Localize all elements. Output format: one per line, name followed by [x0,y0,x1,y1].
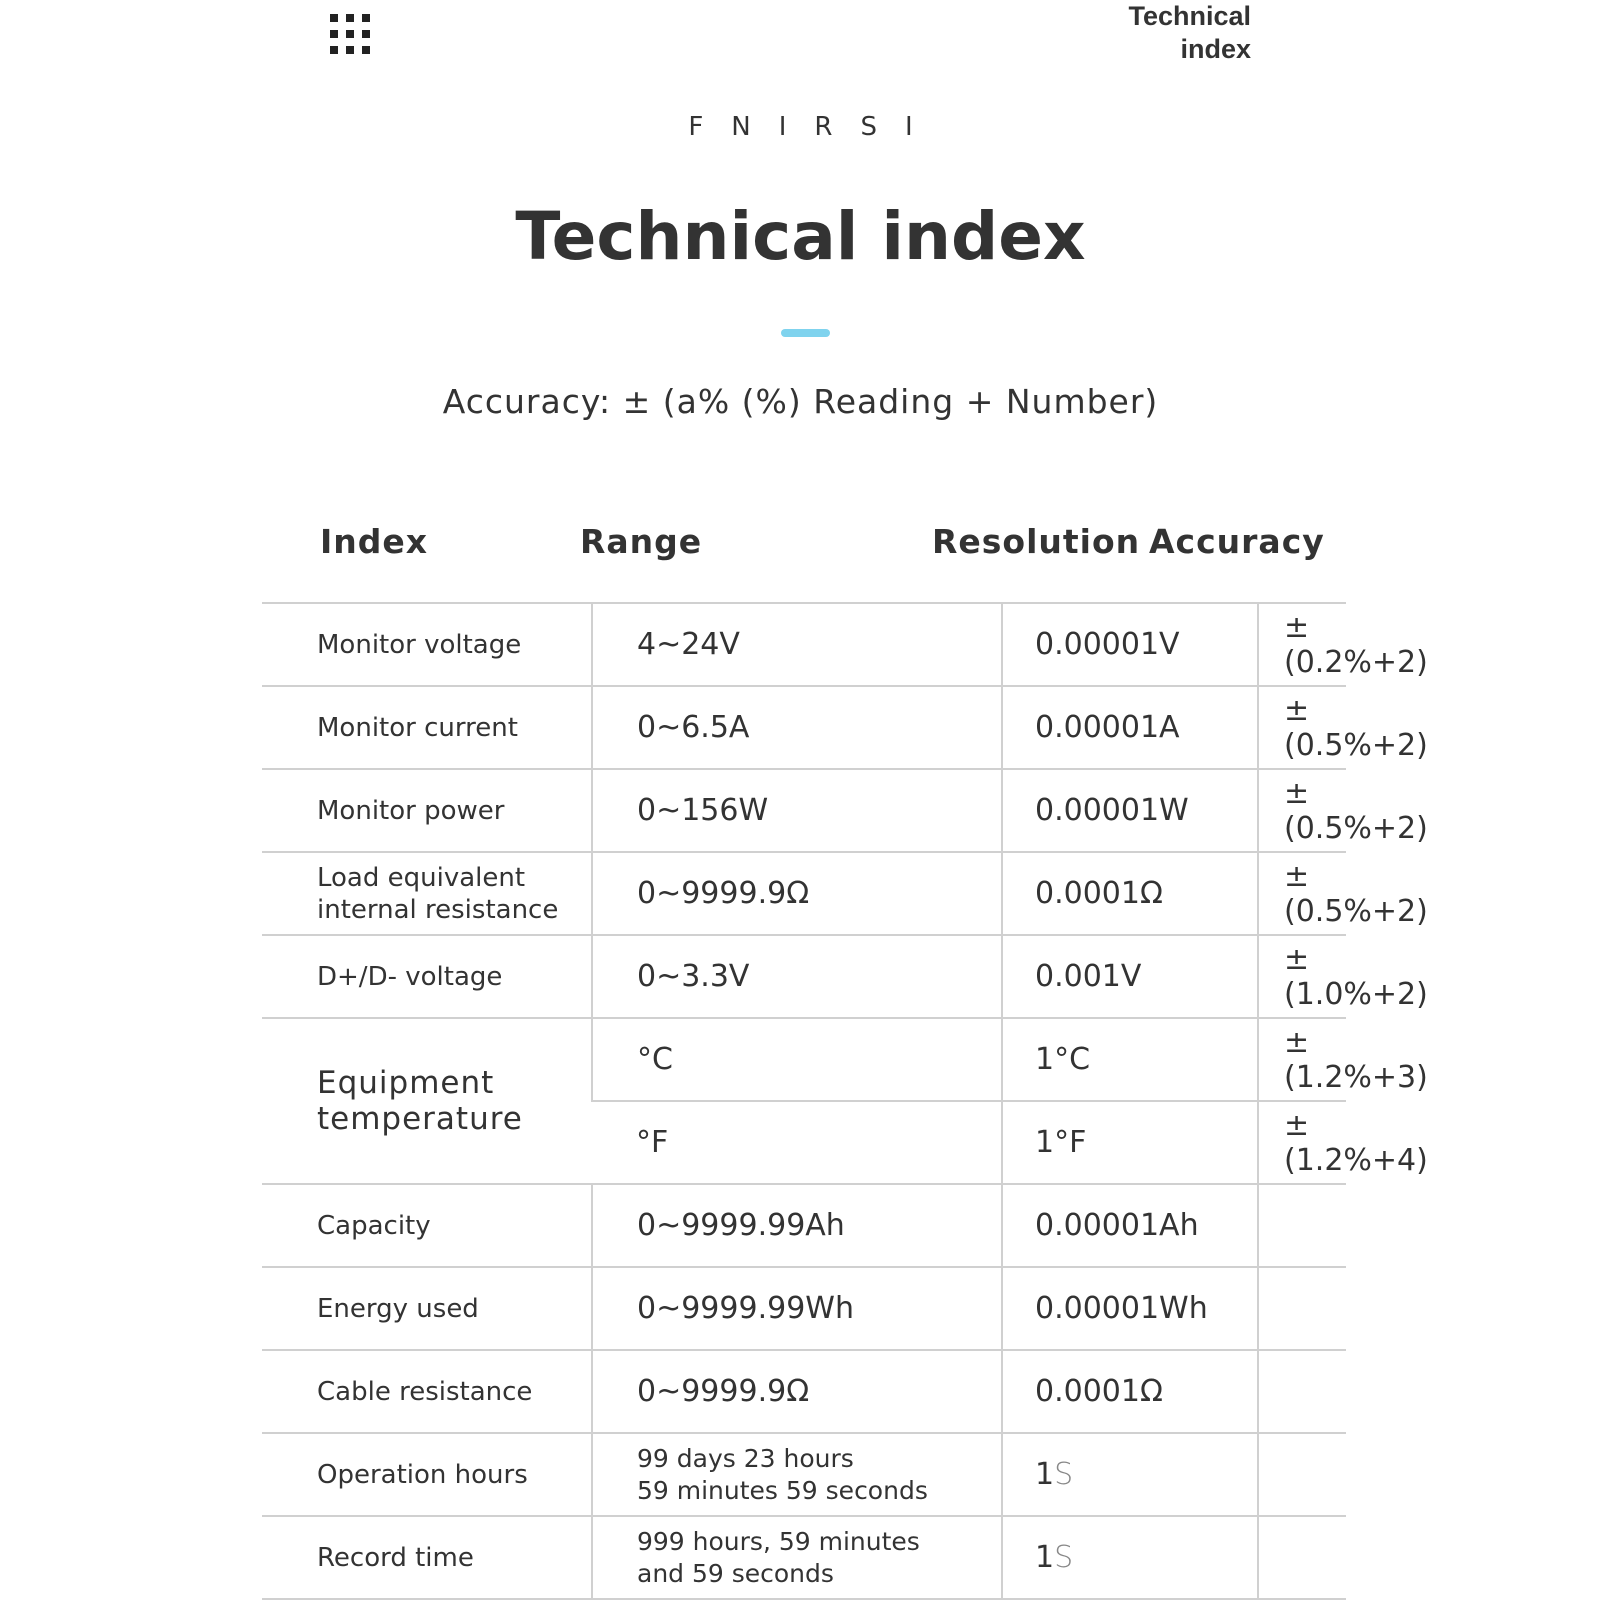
header-range: Range [580,522,703,561]
cell-accuracy: ±(1.0%+2) [1258,935,1346,1018]
cell-range: °C [592,1018,1002,1101]
table-row [262,1184,1346,1267]
table-row [262,769,1346,852]
cell-resolution: 0.001V [1002,935,1258,1018]
cell-accuracy [1258,1516,1346,1599]
cell-range-line1: 999 hours, 59 minutes [637,1526,920,1556]
corner-title [1128,0,1251,66]
cell-resolution: 0.00001Ah [1002,1184,1258,1267]
cell-resolution [1002,1433,1258,1516]
cell-index: Energy used [262,1267,592,1350]
table-row [262,1433,1346,1516]
cell-accuracy [1258,1184,1346,1267]
title-accent-bar [781,329,830,337]
cell-index: Monitor voltage [262,603,592,686]
header-resolution: Resolution [932,522,1141,561]
corner-title-line1: Technical [1128,1,1251,31]
cell-resolution: 0.00001A [1002,686,1258,769]
cell-index: Record time [262,1516,592,1599]
cell-resolution: 0.00001W [1002,769,1258,852]
cell-index: D+/D- voltage [262,935,592,1018]
brand-logo-text: FNIRSI [688,112,941,142]
cell-range: 0~6.5A [592,686,1002,769]
table-row [262,1018,1346,1101]
cell-index: Monitor power [262,769,592,852]
cell-index-line1: Load equivalent [317,862,526,893]
table-row [262,935,1346,1018]
cell-resolution: 0.00001Wh [1002,1267,1258,1350]
table-row [262,1267,1346,1350]
cell-range-line2: 59 minutes 59 seconds [637,1475,928,1505]
cell-range-line1: 99 days 23 hours [637,1443,854,1473]
resolution-number: 1 [1035,1457,1055,1492]
cell-accuracy: ±(0.5%+2) [1258,852,1346,935]
cell-index: Monitor current [262,686,592,769]
cell-index [262,852,592,935]
cell-range: 0~156W [592,769,1002,852]
cell-index-line2: internal resistance [317,894,559,925]
cell-range [592,1433,1002,1516]
cell-range [592,1516,1002,1599]
cell-accuracy [1258,1433,1346,1516]
cell-accuracy: ±(1.2%+4) [1258,1101,1346,1184]
page-title: Technical index [515,198,1086,275]
cell-index-line2: temperature [317,1101,523,1137]
accuracy-note: Accuracy: ± (a% (%) Reading + Number) [442,382,1159,421]
corner-title-line2: index [1180,34,1251,64]
cell-resolution: 0.0001Ω [1002,852,1258,935]
grid-menu-icon[interactable] [330,14,374,58]
cell-resolution: 0.00001V [1002,603,1258,686]
cell-range: 0~9999.9Ω [592,1350,1002,1433]
resolution-number: 1 [1035,1540,1055,1575]
cell-index: Operation hours [262,1433,592,1516]
cell-range-line2: and 59 seconds [637,1558,834,1588]
cell-resolution: 1°C [1002,1018,1258,1101]
cell-accuracy [1258,1267,1346,1350]
cell-index [262,1018,592,1184]
table-row [262,1350,1346,1433]
cell-range: 4~24V [592,603,1002,686]
spec-table [262,602,1428,1600]
cell-range: 0~9999.9Ω [592,852,1002,935]
cell-resolution: 1°F [1002,1101,1258,1184]
cell-index: Cable resistance [262,1350,592,1433]
cell-resolution: 0.0001Ω [1002,1350,1258,1433]
cell-resolution [1002,1516,1258,1599]
cell-range: 0~3.3V [592,935,1002,1018]
table-row [262,603,1346,686]
table-row [262,686,1346,769]
cell-range: 0~9999.99Ah [592,1184,1002,1267]
cell-accuracy [1258,1350,1346,1433]
cell-index-line1: Equipment [317,1065,495,1101]
resolution-unit: S [1054,1540,1074,1575]
cell-accuracy: ±(0.5%+2) [1258,769,1346,852]
cell-index: Capacity [262,1184,592,1267]
cell-accuracy: ±(0.5%+2) [1258,686,1346,769]
header-accuracy: Accuracy [1149,522,1325,561]
resolution-unit: S [1054,1457,1074,1492]
cell-accuracy: ±(0.2%+2) [1258,603,1346,686]
cell-range: 0~9999.99Wh [592,1267,1002,1350]
table-row [262,852,1346,935]
cell-accuracy: ±(1.2%+3) [1258,1018,1346,1101]
header-index: Index [320,522,429,561]
cell-range: °F [592,1101,1002,1184]
table-row [262,1516,1346,1599]
